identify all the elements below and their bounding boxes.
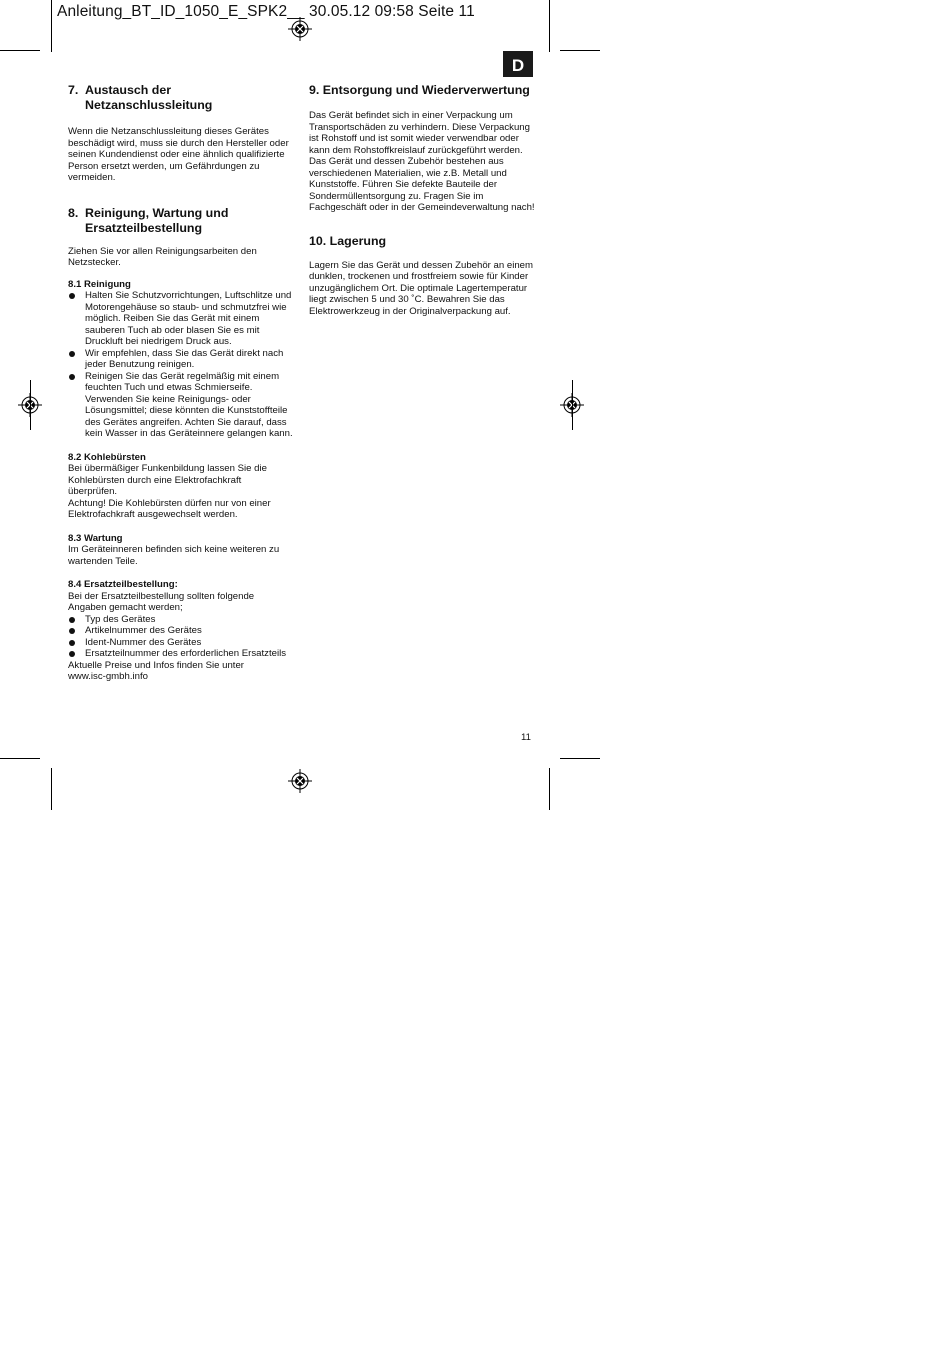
section-9-heading: 9. Entsorgung und Wiederverwertung (309, 83, 530, 97)
registration-tick (30, 380, 31, 430)
section-number: 7. (68, 83, 79, 97)
list-item: Halten Sie Schutzvorrichtungen, Luftschlitze und Motorengehäuse so staub- und schmutzfrei wie möglich. Reiben Sie das Gerät mit einem sauberen Tuch ab oder blasen Sie es mit Druckluft bei niedrigem Druck aus. (68, 290, 293, 348)
right-column (309, 83, 537, 317)
heading-line: Reinigung, Wartung und (85, 205, 229, 220)
registration-mark-icon (288, 769, 312, 793)
list-item: Ersatzteilnummer des erforderlichen Ersatzteils (68, 648, 293, 660)
registration-tick (572, 380, 573, 430)
section-7-body: Wenn die Netzanschlussleitung dieses Gerätes beschädigt wird, muss sie durch den Hersteller oder seinen Kundendienst oder eine ähnlich qualifizierte Person ersetzt werden, um Gefährdungen zu vermeiden. (68, 126, 289, 183)
heading-line: Austausch der (85, 83, 172, 97)
subsection-8-4-outro: Aktuelle Preise und Infos finden Sie unter (68, 659, 244, 671)
subsection-8-2-heading: 8.2 Kohlebürsten (68, 451, 146, 463)
language-badge: D (503, 51, 533, 77)
section-8-intro: Ziehen Sie vor allen Reinigungsarbeiten den Netzstecker. (68, 245, 257, 268)
print-slug: Anleitung_BT_ID_1050_E_SPK2__ 30.05.12 09:58 Seite 11 (57, 3, 475, 20)
heading-line: Ersatzteilbestellung (85, 220, 203, 235)
section-7-heading (68, 83, 293, 113)
website-link[interactable]: www.isc-gmbh.info (68, 671, 148, 682)
list-item: Typ des Gerätes (68, 614, 293, 626)
crop-mark (560, 758, 600, 759)
list-item: Reinigen Sie das Gerät regelmäßig mit einem feuchten Tuch und etwas Schmierseife. Verwenden Sie keine Reinigungs- oder Lösungsmittel; diese könnten die Kunststoffteile des Gerätes angreifen. Achten Sie darauf, dass kein Wasser in das Geräteinnere gelangen kann. (68, 371, 293, 440)
subsection-8-4-heading: 8.4 Ersatzteilbestellung: (68, 579, 178, 590)
subsection-8-3-body: Im Geräteinneren befinden sich keine weiteren zu wartenden Teile. (68, 544, 280, 567)
subsection-8-3-heading: 8.3 Wartung (68, 532, 123, 544)
section-10-heading: 10. Lagerung (309, 233, 387, 248)
crop-mark (51, 768, 52, 810)
crop-mark (549, 768, 550, 810)
crop-mark (0, 758, 40, 759)
crop-mark (560, 50, 600, 51)
subsection-8-2-warning: Achtung! Die Kohlebürsten dürfen nur von einer Elektrofachkraft ausgewechselt werden. (68, 497, 271, 520)
cleaning-list (68, 290, 293, 440)
crop-mark (549, 0, 550, 52)
left-column (68, 83, 293, 683)
list-item: Ident-Nummer des Gerätes (68, 637, 293, 649)
section-number: 8. (68, 205, 79, 220)
subsection-8-2-body: Bei übermäßiger Funkenbildung lassen Sie die Kohlebürsten durch eine Elektrofachkraft überprüfen. (68, 463, 267, 497)
heading-line: Netzanschlussleitung (85, 98, 213, 112)
registration-mark-icon (288, 17, 312, 41)
section-8-heading (68, 206, 293, 236)
crop-mark (51, 0, 52, 52)
subsection-8-4-intro: Bei der Ersatzteilbestellung sollten folgende Angaben gemacht werden; (68, 590, 255, 613)
crop-mark (0, 50, 40, 51)
section-10-body: Lagern Sie das Gerät und dessen Zubehör an einem dunklen, trockenen und frostfreiem sowie für Kinder unzugänglichem Ort. Die optimale Lagertemperatur liegt zwischen 5 und 30 ˚C. Bewahren Sie das Elektrowerkzeug in der Originalverpackung auf. (309, 259, 534, 317)
page-number: 11 (521, 732, 531, 743)
list-item: Artikelnummer des Gerätes (68, 625, 293, 637)
list-item: Wir empfehlen, dass Sie das Gerät direkt nach jeder Benutzung reinigen. (68, 348, 293, 371)
section-9-body: Das Gerät befindet sich in einer Verpackung um Transportschäden zu verhindern. Diese Verpackung ist Rohstoff und ist somit wieder verwendbar oder kann dem Rohstoffkreislauf zurückgeführt werden. Das Gerät und dessen Zubehör bestehen aus verschiedenen Materialien, wie z.B. Metall und Kunststoffe. Führen Sie defekte Bauteile der Sondermüllentsorgung zu. Fragen Sie im Fachgeschäft oder in der Gemeindeverwaltung nach! (309, 110, 535, 213)
spare-parts-list (68, 614, 293, 660)
subsection-8-1-heading: 8.1 Reinigung (68, 278, 131, 290)
